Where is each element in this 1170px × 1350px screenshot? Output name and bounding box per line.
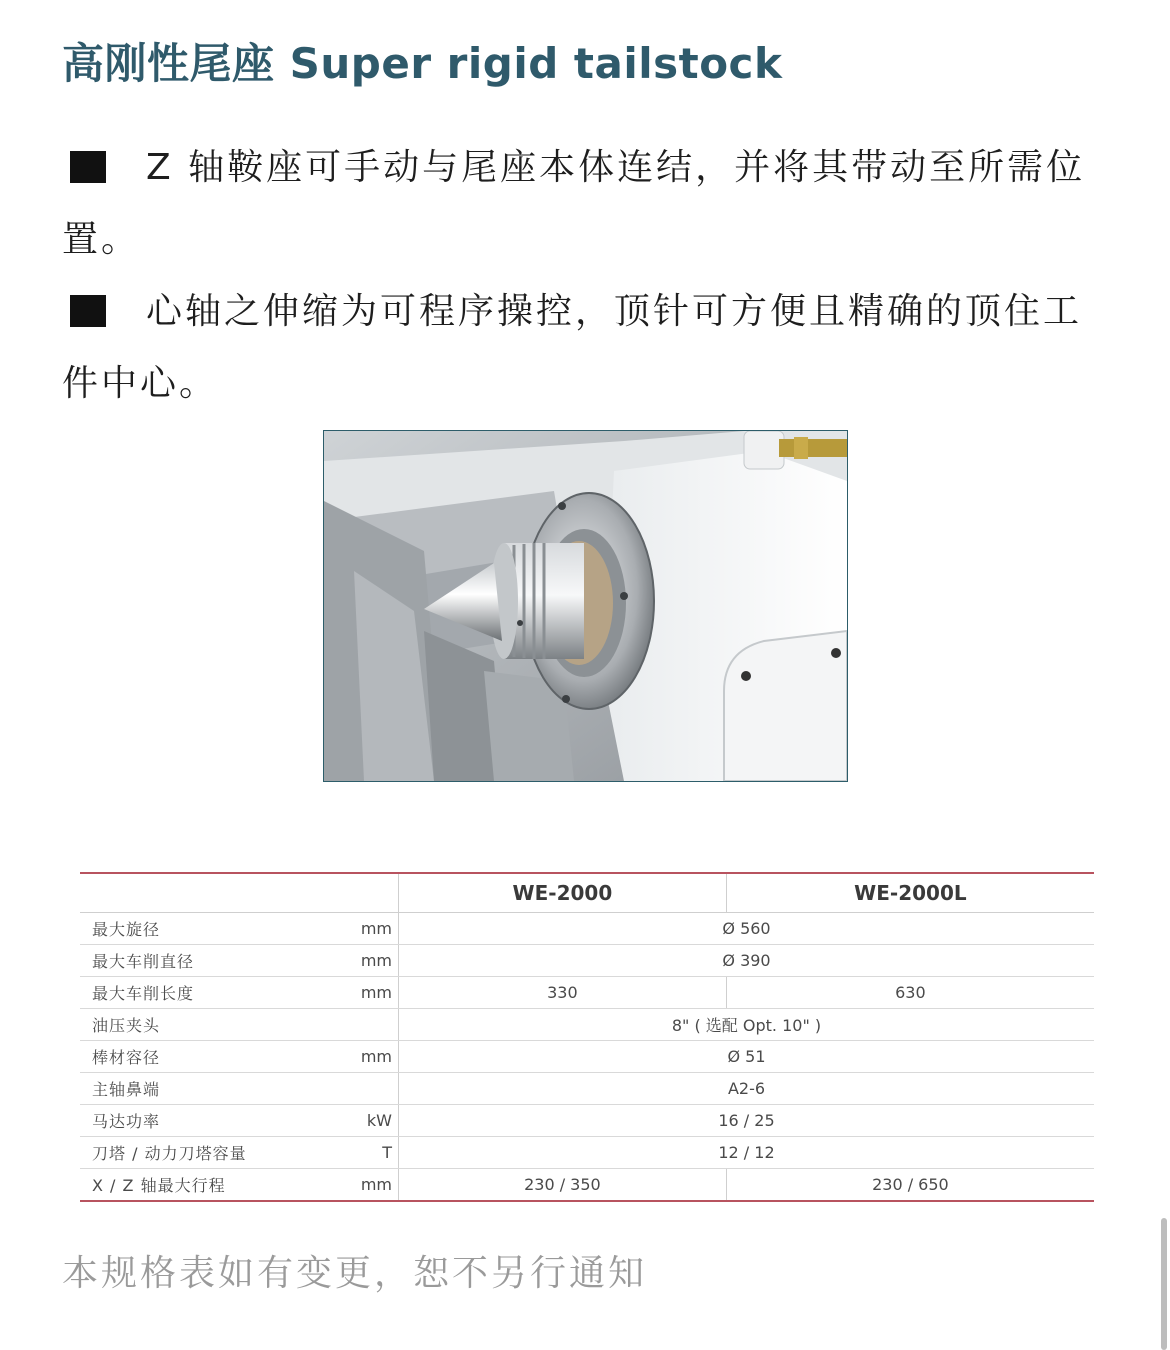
spec-label: 棒材容径 xyxy=(80,1041,332,1073)
table-row xyxy=(80,1105,1094,1137)
spec-label: X / Z 轴最大行程 xyxy=(92,1176,226,1195)
feature-paragraph-2 xyxy=(62,276,1112,420)
spec-unit: mm xyxy=(332,1041,399,1073)
spec-unit: mm xyxy=(332,945,399,977)
table-row xyxy=(80,1169,1094,1202)
feature-text-1: Z 轴鞍座可手动与尾座本体连结，并将其带动至所需位置。 xyxy=(62,147,1086,260)
model-header-we2000: WE-2000 xyxy=(399,873,727,913)
spec-label: 油压夹头 xyxy=(80,1009,332,1041)
spec-value: 230 / 350 xyxy=(399,1169,727,1202)
spec-value: Ø 51 xyxy=(399,1041,1095,1073)
section-heading: 高刚性尾座 Super rigid tailstock xyxy=(62,39,783,88)
spec-label: 最大车削直径 xyxy=(80,945,332,977)
feature-paragraph-1 xyxy=(62,132,1112,276)
spec-table xyxy=(80,872,1094,1202)
spec-value: 230 / 650 xyxy=(872,1175,949,1194)
tailstock-photo xyxy=(323,430,848,782)
table-row xyxy=(80,1073,1094,1105)
spec-unit: mm xyxy=(332,1169,399,1202)
table-row xyxy=(80,1009,1094,1041)
spec-unit xyxy=(332,1009,399,1041)
spec-unit xyxy=(332,1073,399,1105)
spec-label: 马达功率 xyxy=(80,1105,332,1137)
spec-value: 330 xyxy=(399,977,727,1009)
spec-label: 主轴鼻端 xyxy=(80,1073,332,1105)
spec-table-container xyxy=(80,872,1094,1202)
spec-value: A2-6 xyxy=(399,1073,1095,1105)
square-bullet-icon xyxy=(70,151,106,183)
spec-unit: kW xyxy=(332,1105,399,1137)
spec-value: 16 / 25 xyxy=(399,1105,1095,1137)
spec-value: 630 xyxy=(726,977,1094,1009)
spec-value: Ø 560 xyxy=(399,913,1095,945)
spec-label: 最大车削长度 xyxy=(80,977,332,1009)
spec-value: 8" ( 选配 Opt. 10" ) xyxy=(399,1009,1095,1041)
table-row xyxy=(80,1137,1094,1169)
spec-value: 12 / 12 xyxy=(399,1137,1095,1169)
model-header-we2000l: WE-2000L xyxy=(726,873,1094,913)
scrollbar[interactable] xyxy=(1161,1218,1167,1350)
spec-label: 最大旋径 xyxy=(80,913,332,945)
disclaimer-note: 本规格表如有变更，恕不另行通知 xyxy=(62,1253,648,1294)
spec-label: 刀塔 / 动力刀塔容量 xyxy=(80,1137,332,1169)
table-row xyxy=(80,945,1094,977)
spec-unit: mm xyxy=(332,913,399,945)
feature-text-2: 心轴之伸缩为可程序操控，顶针可方便且精确的顶住工件中心。 xyxy=(62,291,1083,404)
spec-value: Ø 390 xyxy=(399,945,1095,977)
spec-unit: T xyxy=(332,1137,399,1169)
table-header-row xyxy=(80,873,1094,913)
square-bullet-icon xyxy=(70,295,106,327)
table-row xyxy=(80,913,1094,945)
table-row xyxy=(80,1041,1094,1073)
table-row xyxy=(80,977,1094,1009)
spec-unit: mm xyxy=(332,977,399,1009)
